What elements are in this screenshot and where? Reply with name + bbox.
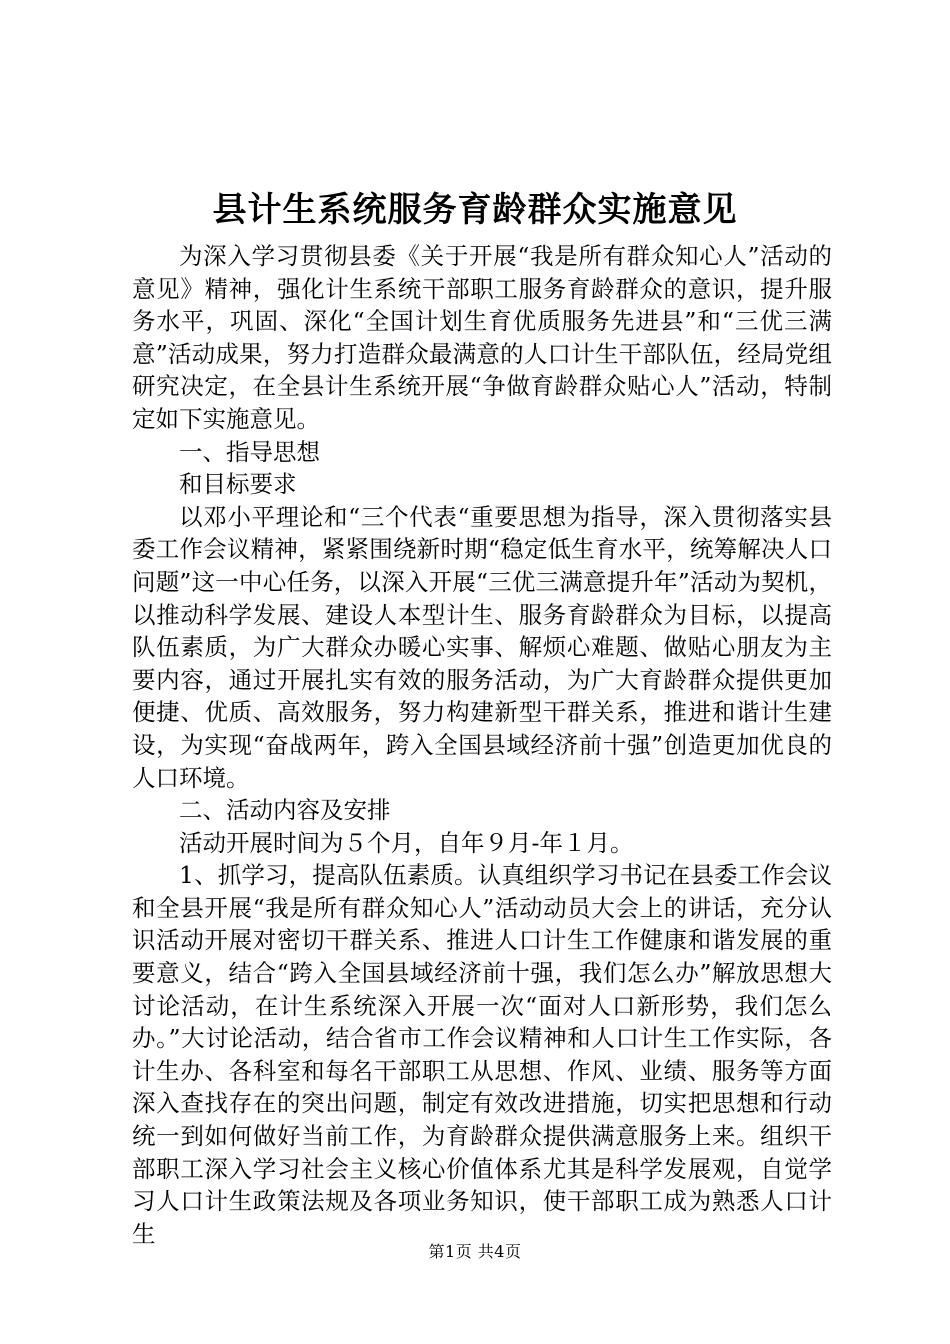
section-heading-activities: 二、活动内容及安排 xyxy=(179,796,391,825)
intro-paragraph: 为深入学习贯彻县委《关于开展“我是所有群众知心人”活动的意见》精神，强化计生系统干部职工服务育龄群众的意识，提升服务水平，巩固、深化“全国计划生育优质服务先进县”和“三优三满意”活动成果，努力打造群众最满意的人口计生干部队伍，经局党组研究决定，在全县计生系统开展“争做育龄群众贴心人”活动，特制定如下实施意见。 xyxy=(132,242,832,433)
document-body xyxy=(132,240,832,1250)
activity-period-paragraph: 活动开展时间为５个月，自年９月-年１月。 xyxy=(179,828,634,857)
page-number-footer: 第1页 共4页 xyxy=(428,1242,522,1261)
section-heading-goals: 和目标要求 xyxy=(179,470,297,499)
study-item-paragraph: 1、抓学习，提高队伍素质。认真组织学习书记在县委工作会议和全县开展“我是所有群众知心人”活动动员大会上的讲话，充分认识活动开展对密切干群关系、推进人口计生工作健康和谐发展的重要意义，结合“跨入全国县域经济前十强，我们怎么办”解放思想大讨论活动，在计生系统深入开展一次“面对人口新形势，我们怎么办。”大讨论活动，结合省市工作会议精神和人口计生工作实际，各计生办、各科室和每名干部职工从思想、作风、业绩、服务等方面深入查找存在的突出问题，制定有效改进措施，切实把思想和行动统一到如何做好当前工作，为育龄群众提供满意服务上来。组织干部职工深入学习社会主义核心价值体系尤其是科学发展观，自觉学习人口计生政策法规及各项业务知识，使干部职工成为熟悉人口计生 xyxy=(132,861,832,1248)
document-title: 县计生系统服务育龄群众实施意见 xyxy=(212,190,738,230)
guiding-ideology-paragraph: 以邓小平理论和“三个代表“重要思想为指导，深入贯彻落实县委工作会议精神，紧紧围绕新时期“稳定低生育水平，统筹解决人口问题”这一中心任务，以深入开展“三优三满意提升年”活动为契机，以推动科学发展、建设人本型计生、服务育龄群众为目标，以提高队伍素质，为广大群众办暖心实事、解烦心难题、做贴心朋友为主要内容，通过开展扎实有效的服务活动，为广大育龄群众提供更加便捷、优质、高效服务，努力构建新型干群关系，推进和谐计生建设，为实现“奋战两年，跨入全国县域经济前十强”创造更加优良的人口环境。 xyxy=(132,502,832,792)
section-heading-guiding-ideology: 一、指导思想 xyxy=(179,437,320,466)
